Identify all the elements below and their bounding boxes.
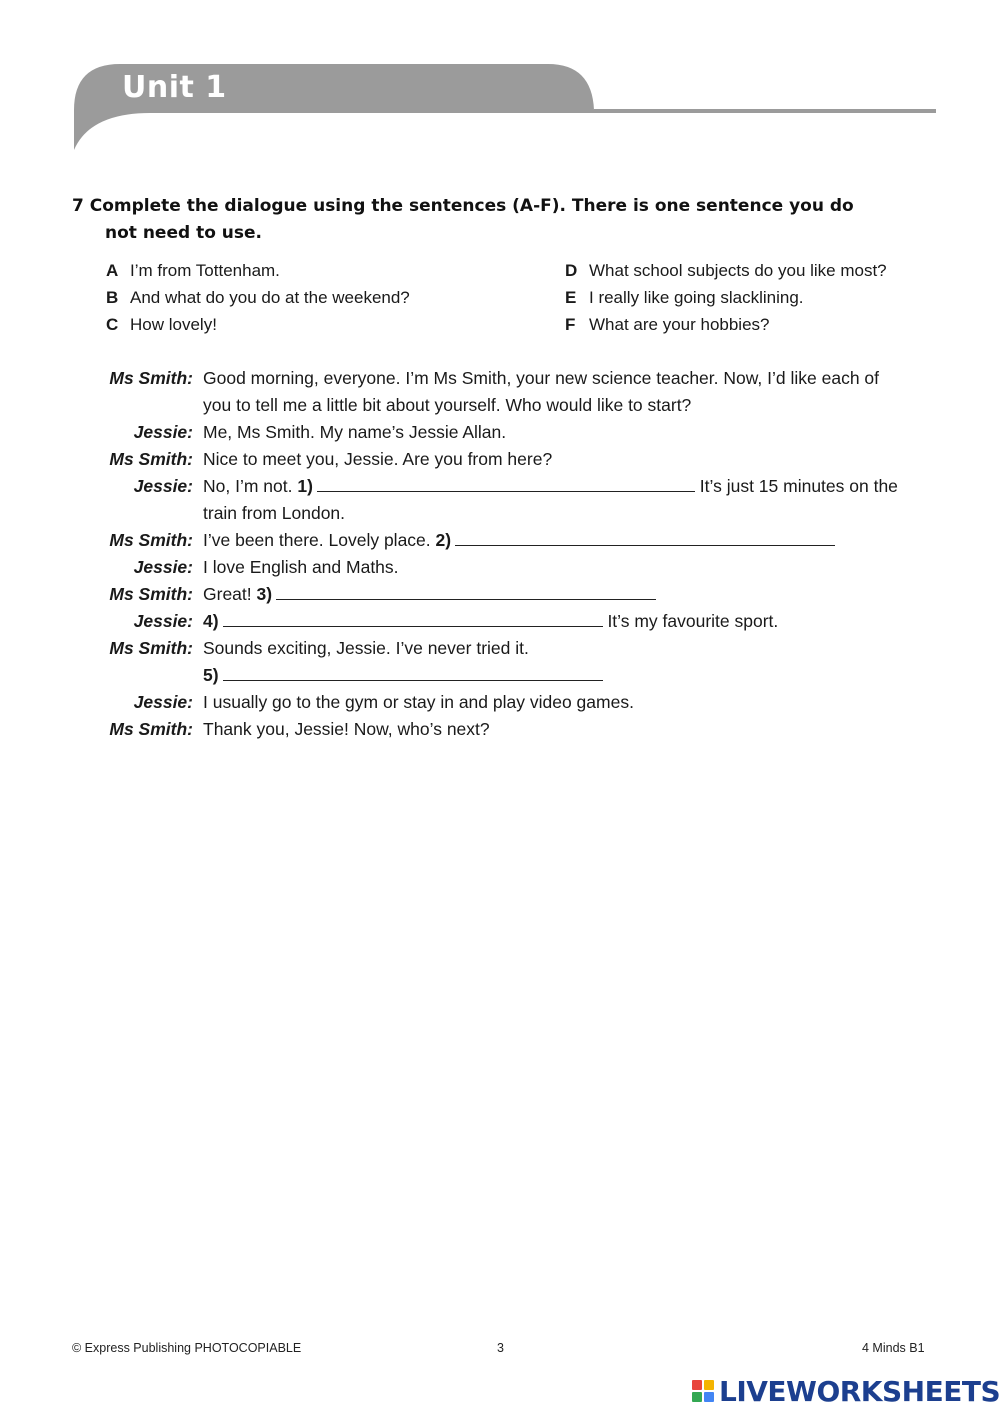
footer-book-title: 4 Minds B1	[862, 1341, 925, 1355]
dialogue-line	[90, 554, 930, 581]
option-a	[106, 257, 280, 284]
speech	[203, 608, 930, 635]
speech: you to tell me a little bit about yourself. Who would like to start?	[203, 395, 692, 415]
footer-page-number: 3	[497, 1341, 504, 1355]
answer-gap-4[interactable]	[223, 609, 603, 627]
footer-copyright: © Express Publishing PHOTOCOPIABLE	[72, 1341, 302, 1355]
speaker: Jessie:	[133, 476, 193, 496]
instruction-line-1: 7 Complete the dialogue using the sentences (A-F). There is one sentence you do	[72, 196, 854, 216]
option-f	[565, 311, 770, 338]
answer-gap-1[interactable]	[317, 474, 695, 492]
dialogue-line	[90, 527, 930, 554]
speech-text: Great!	[203, 584, 252, 604]
speech	[203, 527, 930, 554]
speech	[203, 662, 930, 689]
dialogue-line	[90, 392, 930, 419]
answer-gap-3[interactable]	[276, 582, 656, 600]
dialogue-line	[90, 662, 930, 689]
unit-title: Unit 1	[122, 70, 227, 105]
speech	[203, 473, 930, 500]
speaker: Jessie:	[133, 557, 193, 577]
option-text: I’m from Tottenham.	[130, 261, 280, 280]
speaker: Ms Smith:	[109, 368, 193, 388]
dialogue-line	[90, 689, 930, 716]
dialogue-line	[90, 608, 930, 635]
option-text: What are your hobbies?	[589, 315, 770, 334]
dialogue	[90, 365, 930, 743]
speaker: Ms Smith:	[109, 584, 193, 604]
liveworksheets-grid-icon	[692, 1380, 714, 1402]
speech: Sounds exciting, Jessie. I’ve never tried it.	[203, 638, 529, 658]
option-b	[106, 284, 410, 311]
liveworksheets-logo	[692, 1374, 1000, 1408]
option-letter: F	[565, 315, 576, 334]
option-letter: B	[106, 288, 119, 307]
option-letter: C	[106, 315, 119, 334]
option-e	[565, 284, 804, 311]
dialogue-line	[90, 365, 930, 392]
dialogue-line	[90, 500, 930, 527]
speech: Good morning, everyone. I’m Ms Smith, your new science teacher. Now, I’d like each of	[203, 368, 880, 388]
speech-text: It’s just 15 minutes on the	[699, 476, 898, 496]
option-text: And what do you do at the weekend?	[130, 288, 410, 307]
gap-number: 2)	[435, 530, 452, 550]
speech-text: No, I’m not.	[203, 476, 293, 496]
speaker: Ms Smith:	[109, 449, 193, 469]
gap-number: 4)	[203, 611, 219, 631]
speech: Nice to meet you, Jessie. Are you from here?	[203, 449, 553, 469]
speaker: Jessie:	[133, 422, 193, 442]
speaker: Ms Smith:	[109, 638, 193, 658]
speaker	[90, 500, 203, 527]
dialogue-line	[90, 716, 930, 743]
exercise-instruction	[72, 193, 922, 247]
dialogue-line	[90, 446, 930, 473]
speaker: Ms Smith:	[109, 719, 193, 739]
dialogue-line	[90, 473, 930, 500]
option-letter: E	[565, 288, 577, 307]
option-text: What school subjects do you like most?	[589, 261, 887, 280]
option-c	[106, 311, 217, 338]
speech: I usually go to the gym or stay in and play video games.	[203, 692, 634, 712]
speech	[203, 581, 930, 608]
gap-number: 5)	[203, 665, 219, 685]
speaker	[90, 662, 203, 689]
option-letter: D	[565, 261, 578, 280]
liveworksheets-wordmark: LIVEWORKSHEETS	[719, 1374, 1000, 1408]
speaker: Jessie:	[133, 611, 193, 631]
speech-text: I’ve been there. Lovely place.	[203, 530, 431, 550]
instruction-line-2: not need to use.	[105, 223, 263, 243]
speech: Me, Ms Smith. My name’s Jessie Allan.	[203, 422, 507, 442]
gap-number: 3)	[256, 584, 273, 604]
option-text: How lovely!	[130, 315, 217, 334]
option-text: I really like going slacklining.	[589, 288, 804, 307]
speech: train from London.	[203, 503, 346, 523]
answer-gap-2[interactable]	[455, 528, 835, 546]
option-letter: A	[106, 261, 119, 280]
speaker: Jessie:	[133, 692, 193, 712]
speaker	[90, 392, 203, 419]
speech: Thank you, Jessie! Now, who’s next?	[203, 719, 490, 739]
answer-gap-5[interactable]	[223, 663, 603, 681]
speech: I love English and Maths.	[203, 557, 399, 577]
speech-text: It’s my favourite sport.	[607, 611, 779, 631]
dialogue-line	[90, 581, 930, 608]
dialogue-line	[90, 635, 930, 662]
gap-number: 1)	[297, 476, 313, 496]
speaker: Ms Smith:	[109, 530, 193, 550]
dialogue-line	[90, 419, 930, 446]
option-d	[565, 257, 887, 284]
